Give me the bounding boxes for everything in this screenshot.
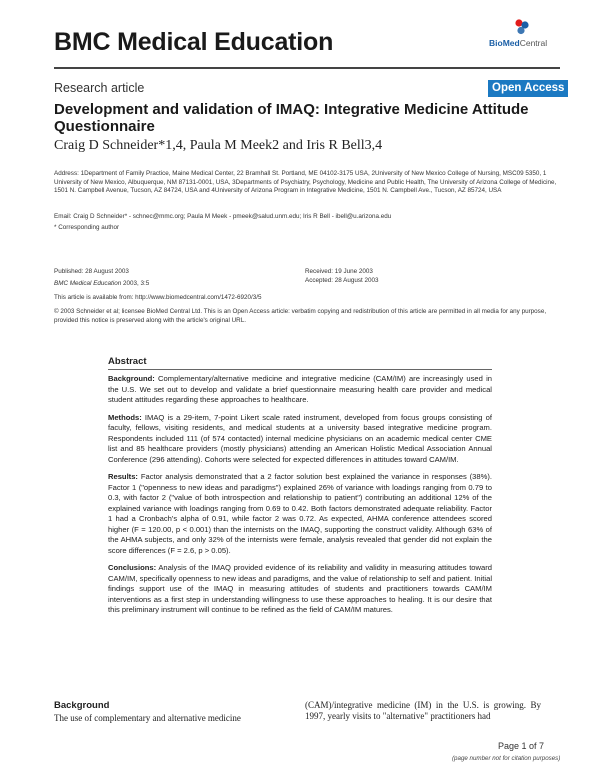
author-emails: Email: Craig D Schneider* - schnec@mmc.org; Paula M Meek - pmeek@salud.unm.edu; Iris R Bell - ibell@u.arizona.edu <box>54 213 392 220</box>
abstract-conclusions-label: Conclusions: <box>108 563 157 572</box>
header-rule <box>54 67 560 69</box>
published-date: Published: 28 August 2003 <box>54 268 129 275</box>
logo-bio: BioMed <box>489 38 520 48</box>
affiliations: Address: 1Department of Family Practice, Maine Medical Center, 22 Bramhall St. Portland, ME 04102-3175 USA, 2University of New Mexico College of Nursing, MSC09 5350, 1 University of New Mexico, Albuquerque, NM 87131-0001, USA, 3Departments of Psychiatry, Psychology, Medicine and Public Health, The University of Arizona College of Medicine, 1501 N. Campbell Avenue, Tucson, AZ 84724, USA and 4University of Arizona Program in Integrative Medicine, 1501 N. Campbell Ave., Tucson, AZ 85724, USA <box>54 170 557 195</box>
abstract-methods <box>108 413 492 466</box>
abstract-results-label: Results: <box>108 472 138 481</box>
accepted-date: Accepted: 28 August 2003 <box>305 277 379 284</box>
authors: Craig D Schneider*1,4, Paula M Meek2 and Iris R Bell3,4 <box>54 138 383 153</box>
background-heading: Background <box>54 700 110 711</box>
abstract-conclusions <box>108 563 492 616</box>
biomed-central-logo <box>489 18 555 54</box>
open-access-badge: Open Access <box>488 80 568 97</box>
page-number: Page 1 of 7 <box>498 741 545 751</box>
article-type: Research article <box>54 81 145 95</box>
citation-volume: 2003, 3:5 <box>121 280 150 287</box>
abstract-methods-label: Methods: <box>108 412 142 422</box>
body-column-left: The use of complementary and alternative medicine <box>54 713 241 723</box>
citation-journal: BMC Medical Education <box>54 280 122 287</box>
article-url[interactable]: This article is available from: http://www.biomedcentral.com/1472-6920/3/5 <box>54 294 262 301</box>
biomed-logo-icon <box>514 18 530 36</box>
abstract-methods-text: IMAQ is a 29-item, 7-point Likert scale rated instrument, developed from focus groups consisting of faculty, fellows, visiting residents, and medical students at a university based integrative medicine program. Respondents included 111 (of 574 contacted) internal medicine physicians on an academic medical center CME list and 85 healthcare providers (mostly physicians) attending an American Holistic Medical Association Annual Conference (296 attending). Cohorts were selected for expected differences in attitudes toward CAM/IM. <box>108 412 492 464</box>
logo-wordmark <box>489 38 547 48</box>
copyright-notice: © 2003 Schneider et al; licensee BioMed Central Ltd. This is an Open Access article: verbatim copying and redistribution of this article are permitted in all media for any purpose, provided this notice is preserved along with the article's original URL. <box>54 308 547 324</box>
article-title: Development and validation of IMAQ: Integrative Medicine Attitude Questionnaire <box>54 101 529 135</box>
abstract-background-text: Complementary/alternative medicine and integrative medicine (CAM/IM) are increasingly used in the U.S. We set out to develop and validate a brief questionnaire measuring health care provider and medical student attitudes regarding these approaches to healthcare. <box>108 374 492 404</box>
abstract-background <box>108 374 492 406</box>
abstract-box <box>108 356 492 623</box>
citation <box>54 280 149 287</box>
logo-central: Central <box>519 38 548 48</box>
corresponding-author: * Corresponding author <box>54 224 120 231</box>
abstract-conclusions-text: Analysis of the IMAQ provided evidence of its reliability and validity in measuring attitudes toward CAM/IM, specifically openness to new ideas and paradigms, and the value of relationship to self and patient. Initial findings support use of the IMAQ in measuring attitudes of students and practitioners towards CAM/IM interventions as a first step in understanding willingness to use these approaches to healing. It is our desire that this preliminary instrument will continue to be refined as the field of CAM/IM matures. <box>108 563 492 614</box>
journal-title: BMC Medical Education <box>54 28 334 56</box>
abstract-results <box>108 472 492 556</box>
abstract-heading: Abstract <box>108 356 492 370</box>
abstract-results-text: Factor analysis demonstrated that a 2 factor solution best explained the variance in responses (38%). Factor 1 ("openness to new ideas and paradigms") explained 26% of variance with loadings ranging from 0.79 to 0.3, with factor 2 ("value of both introspection and relationship to patient") contributing an additional 12% of the explained variance with loadings ranging from 0.69 to 0.42. Both factors demonstrated adequate reliability. Factor 1 had a Cronbach's alpha of 0.91, while factor 2 was 0.72. As expected, AHMA conference attendees scored higher (F = 120.00, p < 0.001) than the internists on the IMAQ, supporting the construct validity. Although 63% of the AHMA subjects, and only 32% of the internists were female, analysis revealed that gender did not explain the score differences (F = 2.6, p > 0.05). <box>108 472 492 555</box>
page-number-note: (page number not for citation purposes) <box>452 755 561 762</box>
abstract-background-label: Background: <box>108 374 155 383</box>
received-date: Received: 19 June 2003 <box>305 268 373 275</box>
body-column-right: (CAM)/integrative medicine (IM) in the U.S. is growing. By 1997, yearly visits to "alternative" practitioners had <box>305 700 541 721</box>
